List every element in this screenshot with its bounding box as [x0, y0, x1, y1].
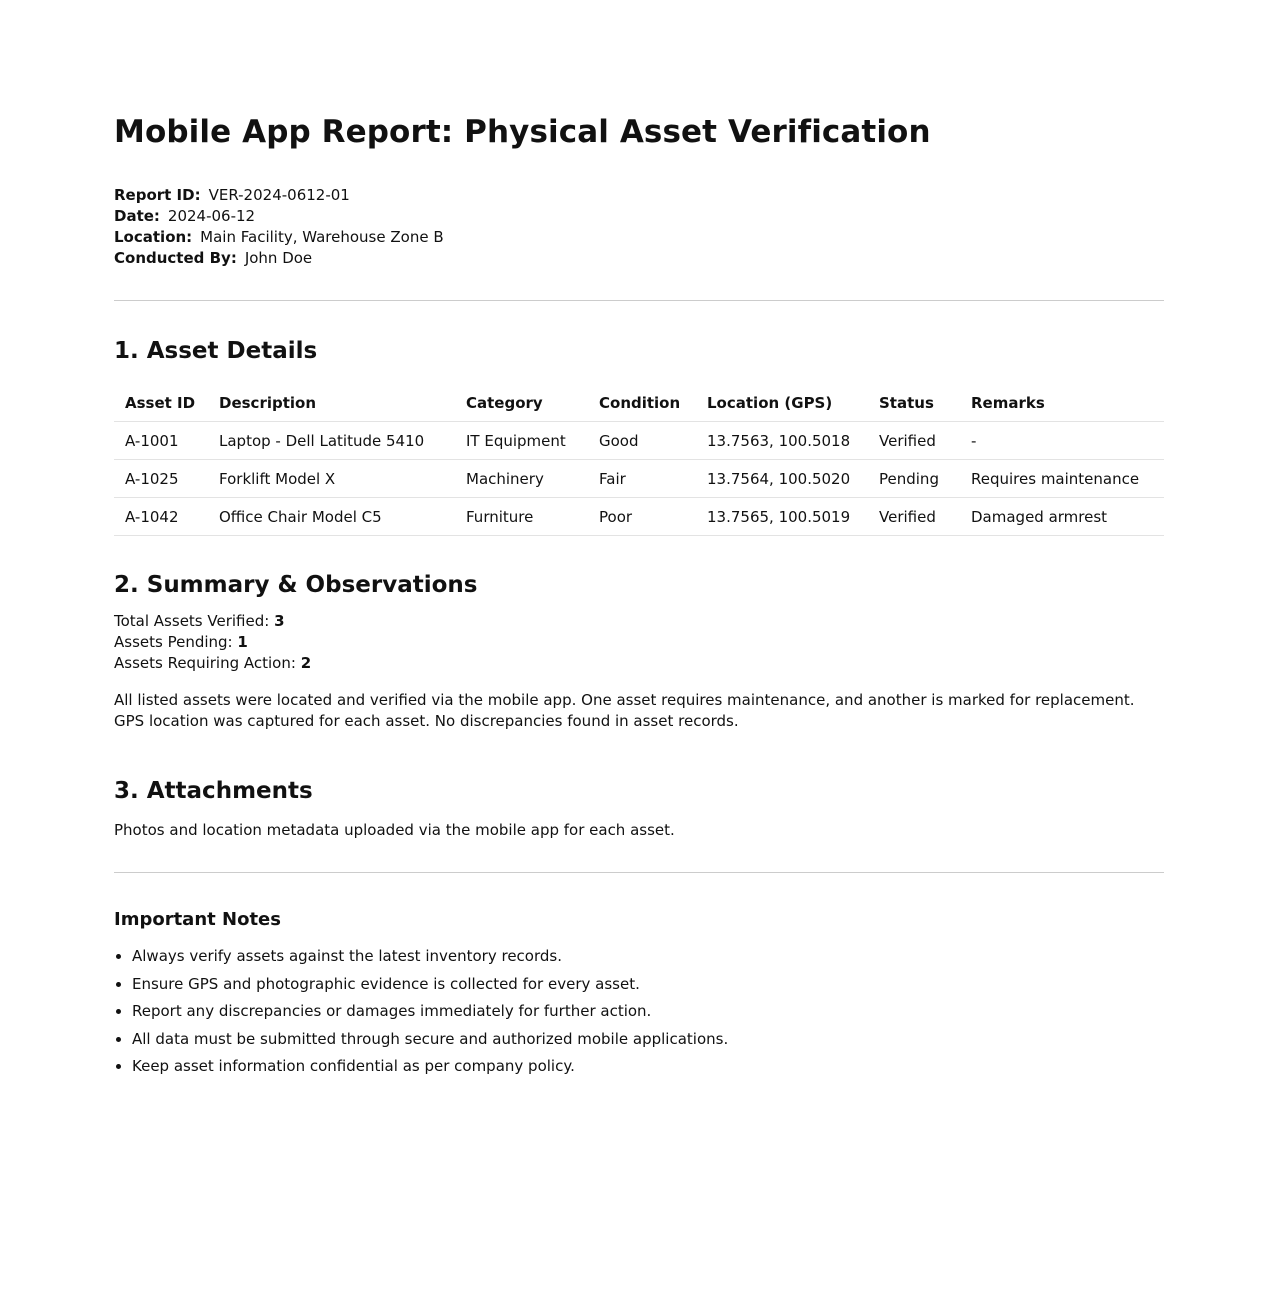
meta-label: Date: — [114, 207, 160, 225]
cell-condition: Good — [588, 422, 696, 460]
cell-category: IT Equipment — [455, 422, 588, 460]
cell-asset-id: A-1025 — [114, 460, 208, 498]
list-item: • Keep asset information confidential as per company policy. — [132, 1056, 1164, 1077]
cell-status: Verified — [868, 422, 960, 460]
meta-date — [114, 206, 1164, 227]
cell-remarks: Damaged armrest — [960, 498, 1164, 536]
meta-location — [114, 227, 1164, 248]
meta-value: VER-2024-0612-01 — [208, 186, 350, 204]
column-header-status: Status — [868, 385, 960, 422]
meta-value: 2024-06-12 — [167, 207, 256, 225]
table-row — [114, 422, 1164, 460]
cell-asset-id: A-1042 — [114, 498, 208, 536]
cell-category: Machinery — [455, 460, 588, 498]
stat-total-verified — [114, 611, 1164, 632]
column-header-category: Category — [455, 385, 588, 422]
summary-stats — [114, 611, 1164, 674]
divider — [114, 872, 1164, 873]
meta-label: Location: — [114, 228, 193, 246]
meta-conducted-by — [114, 248, 1164, 269]
cell-location-gps: 13.7564, 100.5020 — [696, 460, 868, 498]
meta-label: Conducted By: — [114, 249, 237, 267]
column-header-remarks: Remarks — [960, 385, 1164, 422]
list-item: • All data must be submitted through secure and authorized mobile applications. — [132, 1029, 1164, 1050]
asset-table — [114, 385, 1164, 536]
cell-location-gps: 13.7565, 100.5019 — [696, 498, 868, 536]
column-header-condition: Condition — [588, 385, 696, 422]
stat-label: Assets Requiring Action: — [114, 654, 296, 672]
cell-remarks: - — [960, 422, 1164, 460]
page-title: Mobile App Report: Physical Asset Verification — [114, 114, 931, 150]
report-page — [114, 0, 1164, 1077]
meta-value: John Doe — [244, 249, 313, 267]
stat-value: 2 — [300, 654, 312, 672]
list-item: • Always verify assets against the latest inventory records. — [132, 946, 1164, 967]
notes-list — [114, 946, 1164, 1077]
stat-label: Assets Pending: — [114, 633, 233, 651]
stat-pending — [114, 632, 1164, 653]
cell-condition: Fair — [588, 460, 696, 498]
cell-category: Furniture — [455, 498, 588, 536]
cell-asset-id: A-1001 — [114, 422, 208, 460]
meta-label: Report ID: — [114, 186, 201, 204]
meta-report-id — [114, 185, 1164, 206]
stat-value: 1 — [237, 633, 248, 651]
cell-status: Verified — [868, 498, 960, 536]
meta-value: Main Facility, Warehouse Zone B — [200, 228, 444, 246]
cell-description: Office Chair Model C5 — [208, 498, 455, 536]
stat-requiring-action — [114, 653, 1164, 674]
column-header-asset-id: Asset ID — [114, 385, 208, 422]
section-heading-attachments: 3. Attachments — [114, 778, 313, 804]
attachments-text: Photos and location metadata uploaded via the mobile app for each asset. — [114, 821, 675, 839]
summary-paragraph: All listed assets were located and verified via the mobile app. One asset requires maintenance, and another is marked for replacement. GPS location was captured for each asset. No discrepancies found in asset records. — [114, 691, 1135, 730]
section-heading-asset-details: 1. Asset Details — [114, 338, 318, 364]
table-row — [114, 460, 1164, 498]
table-row — [114, 498, 1164, 536]
column-header-description: Description — [208, 385, 455, 422]
stat-label: Total Assets Verified: — [114, 612, 270, 630]
cell-status: Pending — [868, 460, 960, 498]
report-meta — [114, 185, 1164, 269]
divider — [114, 300, 1164, 301]
cell-description: Laptop - Dell Latitude 5410 — [208, 422, 455, 460]
cell-description: Forklift Model X — [208, 460, 455, 498]
section-heading-summary: 2. Summary & Observations — [114, 572, 478, 598]
cell-remarks: Requires maintenance — [960, 460, 1164, 498]
cell-location-gps: 13.7563, 100.5018 — [696, 422, 868, 460]
list-item: • Ensure GPS and photographic evidence is collected for every asset. — [132, 974, 1164, 995]
cell-condition: Poor — [588, 498, 696, 536]
notes-heading: Important Notes — [114, 909, 281, 930]
table-header-row — [114, 385, 1164, 422]
stat-value: 3 — [274, 612, 285, 630]
list-item: • Report any discrepancies or damages immediately for further action. — [132, 1001, 1164, 1022]
column-header-location-gps: Location (GPS) — [696, 385, 868, 422]
